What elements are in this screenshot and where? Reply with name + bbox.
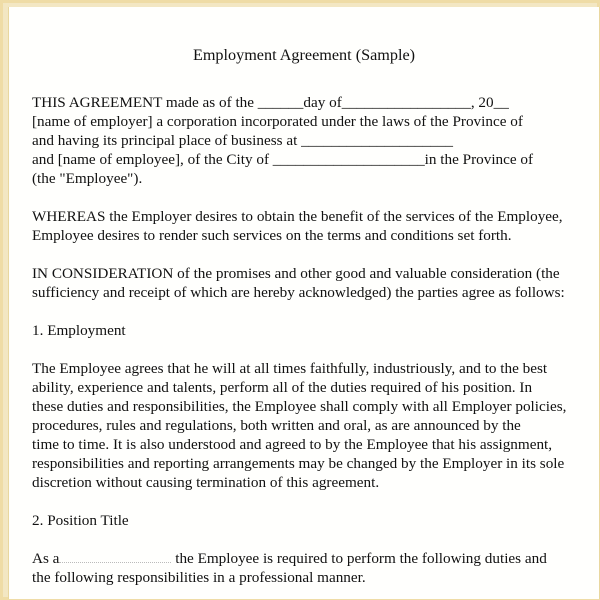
section-1-line-7: discretion without causing termination of this agreement.	[32, 474, 380, 491]
section-2-line-1-end: the Employee is required to perform the following duties and	[171, 550, 547, 567]
whereas-line-2: Employee desires to render such services on the terms and conditions set forth.	[32, 227, 512, 244]
section-2-line-2: the following responsibilities in a professional manner.	[32, 569, 366, 586]
intro-line-3: and having its principal place of business at ____________________	[32, 132, 453, 149]
section-2-heading: 2. Position Title	[32, 512, 129, 529]
section-1-line-4: procedures, rules and regulations, both written and oral, as are announced by the	[32, 417, 521, 434]
section-2-line-1	[32, 550, 547, 568]
document-page	[8, 7, 600, 599]
section-1-line-1: The Employee agrees that he will at all times faithfully, industriously, and to the best	[32, 360, 548, 377]
intro-line-5: (the "Employee").	[32, 170, 143, 187]
consideration-line-2: sufficiency and receipt of which are hereby acknowledged) the parties agree as follows:	[32, 284, 565, 301]
document-title: Employment Agreement (Sample)	[192, 46, 416, 64]
section-2-line-1-start: As a	[32, 550, 60, 567]
redacted-blank	[59, 552, 171, 563]
section-1-line-5: time to time. It is also understood and agreed to by the Employee that his assignment,	[32, 436, 553, 453]
intro-line-4: and [name of employee], of the City of ____________________in the Province of	[32, 151, 534, 168]
section-1-line-6: responsibilities and reporting arrangements may be changed by the Employer in its sole	[32, 455, 565, 472]
intro-line-1: THIS AGREEMENT made as of the ______day of_________________, 20__	[32, 94, 509, 111]
section-1-line-3: these duties and responsibilities, the Employee shall comply with all Employer policies,	[32, 398, 567, 415]
section-1-heading: 1. Employment	[32, 322, 126, 339]
consideration-line-1: IN CONSIDERATION of the promises and other good and valuable consideration (the	[32, 265, 560, 282]
section-1-line-2: ability, experience and talents, perform all of the duties required of his position. In	[32, 379, 533, 396]
intro-line-2: [name of employer] a corporation incorporated under the laws of the Province of	[32, 113, 523, 130]
whereas-line-1: WHEREAS the Employer desires to obtain the benefit of the services of the Employee,	[32, 208, 563, 225]
